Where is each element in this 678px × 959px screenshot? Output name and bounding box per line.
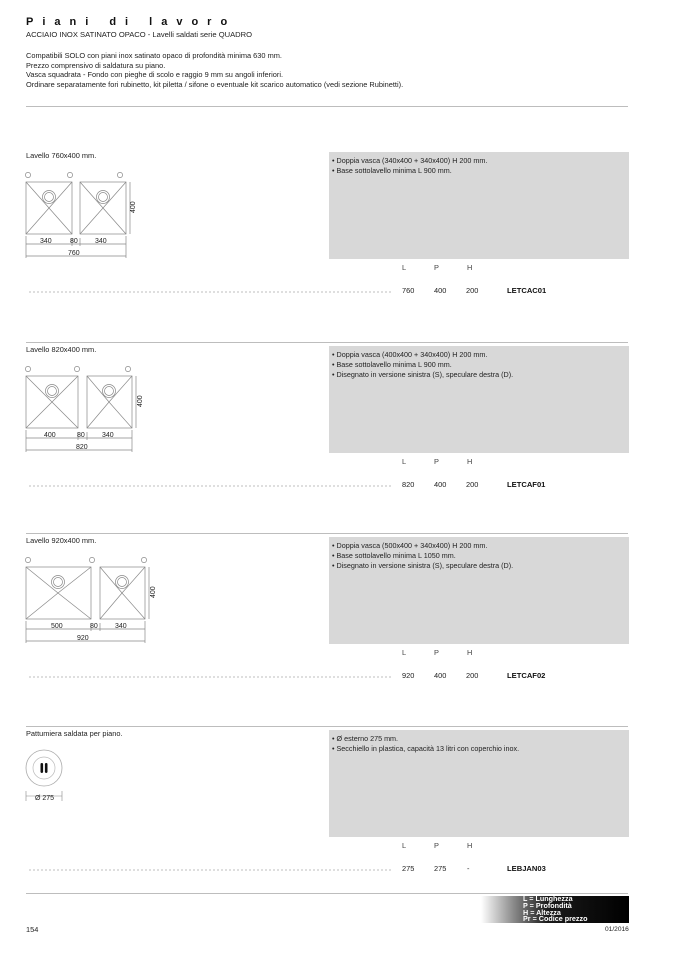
- dim-right: 340: [115, 623, 127, 630]
- dim-left: 500: [51, 623, 63, 630]
- dim-gap: 80: [70, 238, 78, 245]
- dot-leader: [28, 485, 392, 487]
- dim-gap: 80: [90, 623, 98, 630]
- col-header-h: H: [467, 841, 473, 850]
- dim-depth: 400: [150, 586, 157, 598]
- page-subtitle: ACCIAIO INOX SATINATO OPACO - Lavelli saldati serie QUADRO: [26, 30, 253, 39]
- col-header-p: P: [434, 457, 439, 466]
- spec-item: • Secchiello in plastica, capacità 13 litri con coperchio inox.: [332, 744, 629, 754]
- spec-list: [329, 152, 629, 176]
- value-l: 275: [402, 864, 415, 873]
- section-divider: [26, 342, 628, 343]
- value-l: 760: [402, 286, 415, 295]
- sink-drawing: [22, 170, 142, 262]
- spec-box: [329, 152, 629, 259]
- col-header-h: H: [467, 263, 473, 272]
- dot-leader: [28, 291, 392, 293]
- value-p: 400: [434, 286, 447, 295]
- spec-box: [329, 730, 629, 837]
- section-divider: [26, 106, 628, 107]
- price-code: LETCAF01: [507, 480, 546, 489]
- col-header-p: P: [434, 263, 439, 272]
- intro-line: Vasca squadrata - Fondo con pieghe di scolo e raggio 9 mm su angoli inferiori.: [26, 70, 284, 80]
- sink-drawing: [22, 364, 152, 456]
- dim-gap: 80: [77, 432, 85, 439]
- edition-date: 01/2016: [605, 926, 629, 933]
- dim-depth: 400: [130, 201, 137, 213]
- price-code: LETCAF02: [507, 671, 546, 680]
- value-h: 200: [466, 286, 479, 295]
- col-header-l: L: [402, 648, 407, 657]
- product-label: Lavello 920x400 mm.: [26, 536, 97, 545]
- dim-right: 340: [95, 238, 107, 245]
- intro-line: Compatibili SOLO con piani inox satinato opaco di profondità minima 630 mm.: [26, 51, 282, 60]
- spec-item: • Doppia vasca (400x400 + 340x400) H 200 mm.: [332, 350, 629, 360]
- value-p: 400: [434, 671, 447, 680]
- value-h: 200: [466, 671, 479, 680]
- intro-line: Ordinare separatamente fori rubinetto, kit piletta / sifone o eventuale kit scarico automatico (vedi sezione Rubinetti).: [26, 79, 404, 89]
- dot-leader: [28, 676, 392, 678]
- product-label: Lavello 820x400 mm.: [26, 345, 97, 354]
- spec-item: • Ø esterno 275 mm.: [332, 734, 629, 744]
- col-header-l: L: [402, 263, 407, 272]
- page-number: 154: [26, 925, 39, 934]
- legend: [523, 896, 588, 923]
- spec-item: • Base sottolavello minima L 900 mm.: [332, 360, 629, 370]
- dot-leader: [28, 869, 392, 871]
- intro-line: Prezzo comprensivo di saldatura su piano.: [26, 60, 166, 70]
- value-h: 200: [466, 480, 479, 489]
- col-header-l: L: [402, 841, 407, 850]
- col-header-p: P: [434, 841, 439, 850]
- section-divider: [26, 533, 628, 534]
- dim-total: 820: [76, 444, 88, 451]
- bin-drawing: [22, 745, 82, 805]
- col-header-p: P: [434, 648, 439, 657]
- dim-left: 340: [40, 238, 52, 245]
- value-l: 820: [402, 480, 415, 489]
- spec-box: [329, 537, 629, 644]
- value-l: 920: [402, 671, 415, 680]
- dim-right: 340: [102, 432, 114, 439]
- col-header-h: H: [467, 648, 473, 657]
- product-label: Lavello 760x400 mm.: [26, 151, 97, 160]
- dim-total: 920: [77, 635, 89, 642]
- spec-item: • Disegnato in versione sinistra (S), speculare destra (D).: [332, 561, 629, 571]
- value-p: 275: [434, 864, 447, 873]
- spec-item: • Doppia vasca (500x400 + 340x400) H 200 mm.: [332, 541, 629, 551]
- spec-item: • Base sottolavello minima L 1050 mm.: [332, 551, 629, 561]
- dim-depth: 400: [137, 395, 144, 407]
- dim-left: 400: [44, 432, 56, 439]
- spec-list: [329, 537, 629, 572]
- spec-list: [329, 730, 629, 754]
- legend-item: L = Lunghezza: [523, 894, 573, 903]
- dim-diameter: Ø 275: [35, 795, 55, 802]
- dim-total: 760: [68, 250, 80, 257]
- product-label: Pattumiera saldata per piano.: [26, 729, 123, 738]
- value-h: -: [467, 864, 470, 873]
- spec-item: • Base sottolavello minima L 900 mm.: [332, 166, 629, 176]
- legend-item: H = Altezza: [523, 907, 561, 917]
- page-title: Piani di lavoro: [26, 16, 237, 28]
- price-code: LETCAC01: [507, 286, 547, 295]
- col-header-h: H: [467, 457, 473, 466]
- spec-list: [329, 346, 629, 381]
- value-p: 400: [434, 480, 447, 489]
- spec-item: • Doppia vasca (340x400 + 340x400) H 200 mm.: [332, 156, 629, 166]
- legend-item: Pr = Codice prezzo: [523, 914, 588, 924]
- legend-item: P = Profondità: [523, 900, 572, 910]
- spec-box: [329, 346, 629, 453]
- section-divider: [26, 726, 628, 727]
- price-code: LEBJAN03: [507, 864, 546, 873]
- sink-drawing: [22, 555, 162, 647]
- col-header-l: L: [402, 457, 407, 466]
- spec-item: • Disegnato in versione sinistra (S), speculare destra (D).: [332, 370, 629, 380]
- intro-text: [26, 51, 403, 89]
